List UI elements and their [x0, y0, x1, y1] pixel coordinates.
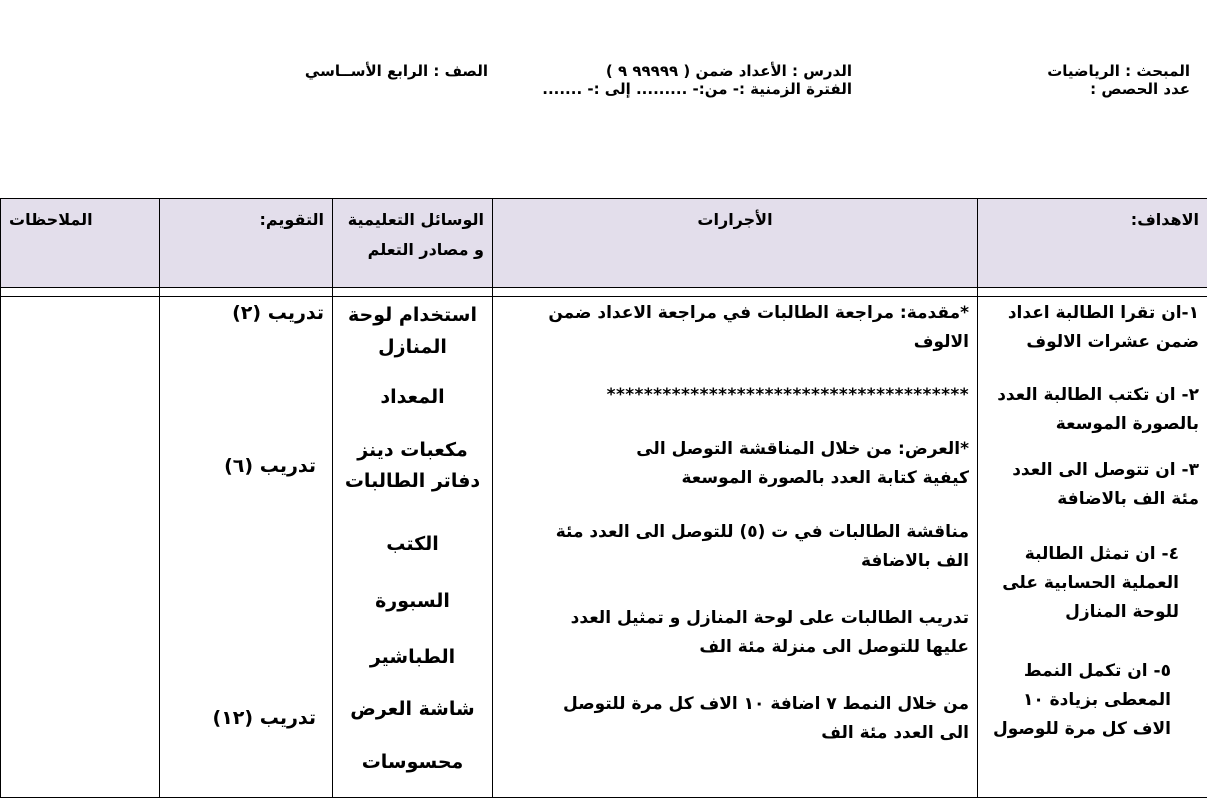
- objective-item: ٢- ان تكتب الطالبة العدد بالصورة الموسعة: [986, 381, 1199, 439]
- procedure-item: من خلال النمط ٧ اضافة ١٠ الاف كل مرة للتوصل الى العدد مئة الف: [531, 690, 969, 748]
- sessions-count-label: عدد الحصص :: [1090, 80, 1190, 98]
- evaluation-item: تدريب (٦): [168, 452, 316, 481]
- material-item: المعداد: [341, 383, 484, 412]
- notes-cell: [1, 297, 160, 798]
- table-header-row: [1, 199, 1207, 288]
- procedure-item: مناقشة الطالبات في ت (٥) للتوصل الى العدد مئة الف بالاضافة: [551, 518, 969, 576]
- procedure-item: تدريب الطالبات على لوحة المنازل و تمثيل العدد عليها للتوصل الى منزلة مئة الف: [541, 604, 969, 662]
- procedures-cell: [493, 297, 978, 798]
- objectives-header: الاهداف:: [978, 199, 1207, 288]
- lesson-label: الدرس : الأعداد ضمن ( ٩٩٩٩٩ ٩ ): [606, 62, 852, 80]
- subject-label: المبحث : الرياضيات: [1047, 62, 1190, 80]
- objective-item: ٥- ان تكمل النمط المعطى بزيادة ١٠ الاف كل مرة للوصول: [986, 657, 1171, 744]
- grade-label: الصف : الرابع الأســاسي: [305, 62, 488, 80]
- material-item: السبورة: [341, 587, 484, 616]
- material-item: مكعبات دينز دفاتر الطالبات: [341, 435, 484, 497]
- evaluation-header: التقويم:: [160, 199, 333, 288]
- table-body-row: [1, 297, 1207, 798]
- materials-cell: [333, 297, 493, 798]
- evaluation-cell: [160, 297, 333, 798]
- procedures-header: الأجرارات: [493, 199, 978, 288]
- notes-header: الملاحظات: [1, 199, 160, 288]
- materials-header: الوسائل التعليمية و مصادر التعلم: [333, 199, 493, 288]
- material-item: الكتب: [341, 530, 484, 559]
- material-item: استخدام لوحة المنازل: [341, 299, 484, 363]
- material-item: الطباشير: [341, 643, 484, 672]
- evaluation-item: تدريب (٢): [168, 299, 324, 328]
- procedure-item: *العرض: من خلال المناقشة التوصل الى كيفية كتابة العدد بالصورة الموسعة: [591, 435, 969, 493]
- spacer-row: [1, 288, 1207, 297]
- objectives-cell: [978, 297, 1207, 798]
- procedure-item: ***************************************: [501, 381, 969, 410]
- procedure-item: *مقدمة: مراجعة الطالبات في مراجعة الاعداد ضمن الالوف: [501, 299, 969, 357]
- objective-item: ٤- ان تمثل الطالبة العملية الحسابية على للوحة المنازل: [986, 540, 1179, 627]
- lesson-plan-table: [0, 198, 1207, 798]
- evaluation-item: تدريب (١٢): [168, 704, 316, 733]
- period-label: الفترة الزمنية :- من:- ......... إلى :- .......: [542, 80, 852, 98]
- material-item: محسوسات: [341, 748, 484, 777]
- objective-item: ١-ان تقرا الطالبة اعداد ضمن عشرات الالوف: [986, 299, 1199, 357]
- material-item: شاشة العرض: [341, 695, 484, 724]
- objective-item: ٣- ان تتوصل الى العدد مئة الف بالاضافة: [986, 456, 1199, 514]
